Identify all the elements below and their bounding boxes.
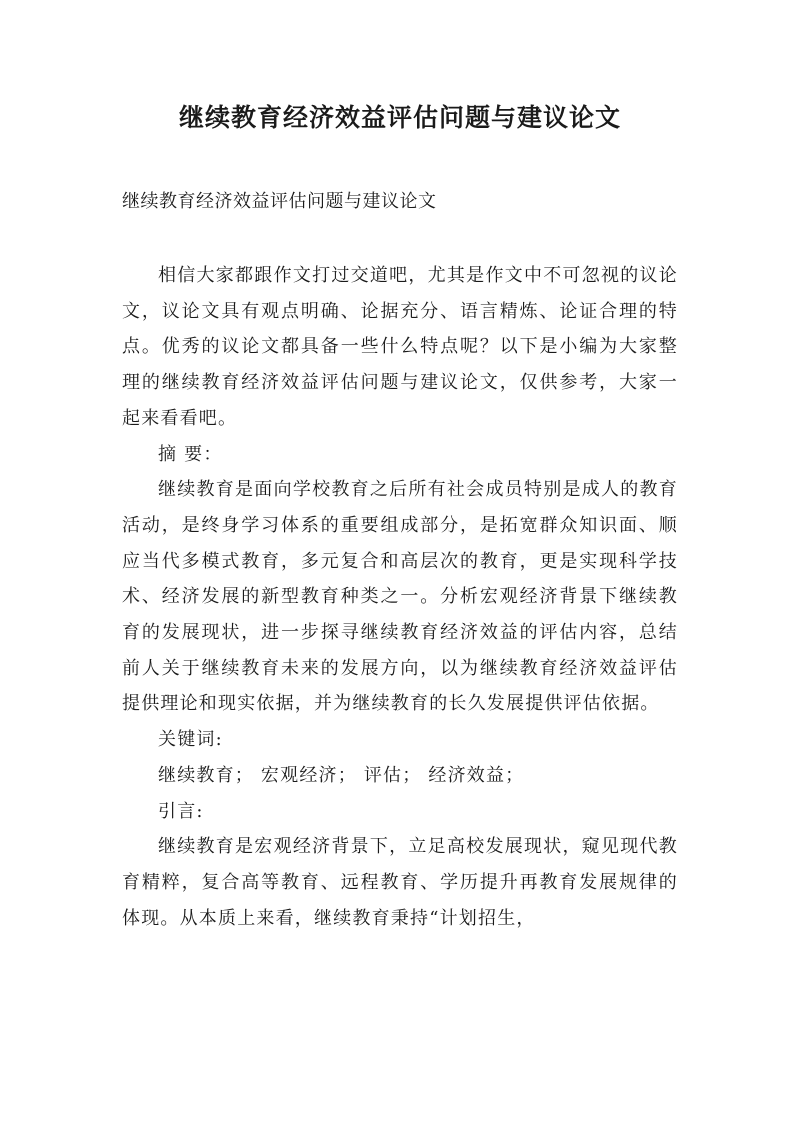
abstract-paragraph: 继续教育是面向学校教育之后所有社会成员特别是成人的教育活动，是终身学习体系的重要组成部分，是拓宽群众知识面、顺应当代多模式教育，多元复合和高层次的教育，更是实现科学技术、经济发展的新型教育种类之一。分析宏观经济背景下继续教育的发展现状，进一步探寻继续教育经济效益的评估内容，总结前人关于继续教育未来的发展方向，以为继续教育经济效益评估提供理论和现实依据，并为继续教育的长久发展提供评估依据。: [122, 479, 678, 715]
document-title: 继续教育经济效益评估问题与建议论文: [178, 103, 621, 132]
introduction-heading: 引言:: [158, 800, 204, 822]
introduction-paragraph: 继续教育是宏观经济背景下，立足高校发展现状，窥见现代教育精粹，复合高等教育、远程教育、学历提升再教育发展规律的体现。从本质上来看，继续教育秉持“计划招生，: [122, 836, 678, 929]
abstract-heading: 摘 要：: [158, 443, 223, 465]
keywords-heading: 关键词:: [158, 729, 223, 751]
document-subtitle: 继续教育经济效益评估问题与建议论文: [122, 191, 437, 212]
keywords-list: 继续教育； 宏观经济； 评估； 经济效益；: [158, 764, 525, 786]
document-body: [122, 258, 678, 936]
intro-paragraph: 相信大家都跟作文打过交道吧，尤其是作文中不可忽视的议论文，议论文具有观点明确、论据充分、语言精炼、论证合理的特点。优秀的议论文都具备一些什么特点呢？以下是小编为大家整理的继续教育经济效益评估问题与建议论文，仅供参考，大家一起来看看吧。: [122, 265, 678, 429]
